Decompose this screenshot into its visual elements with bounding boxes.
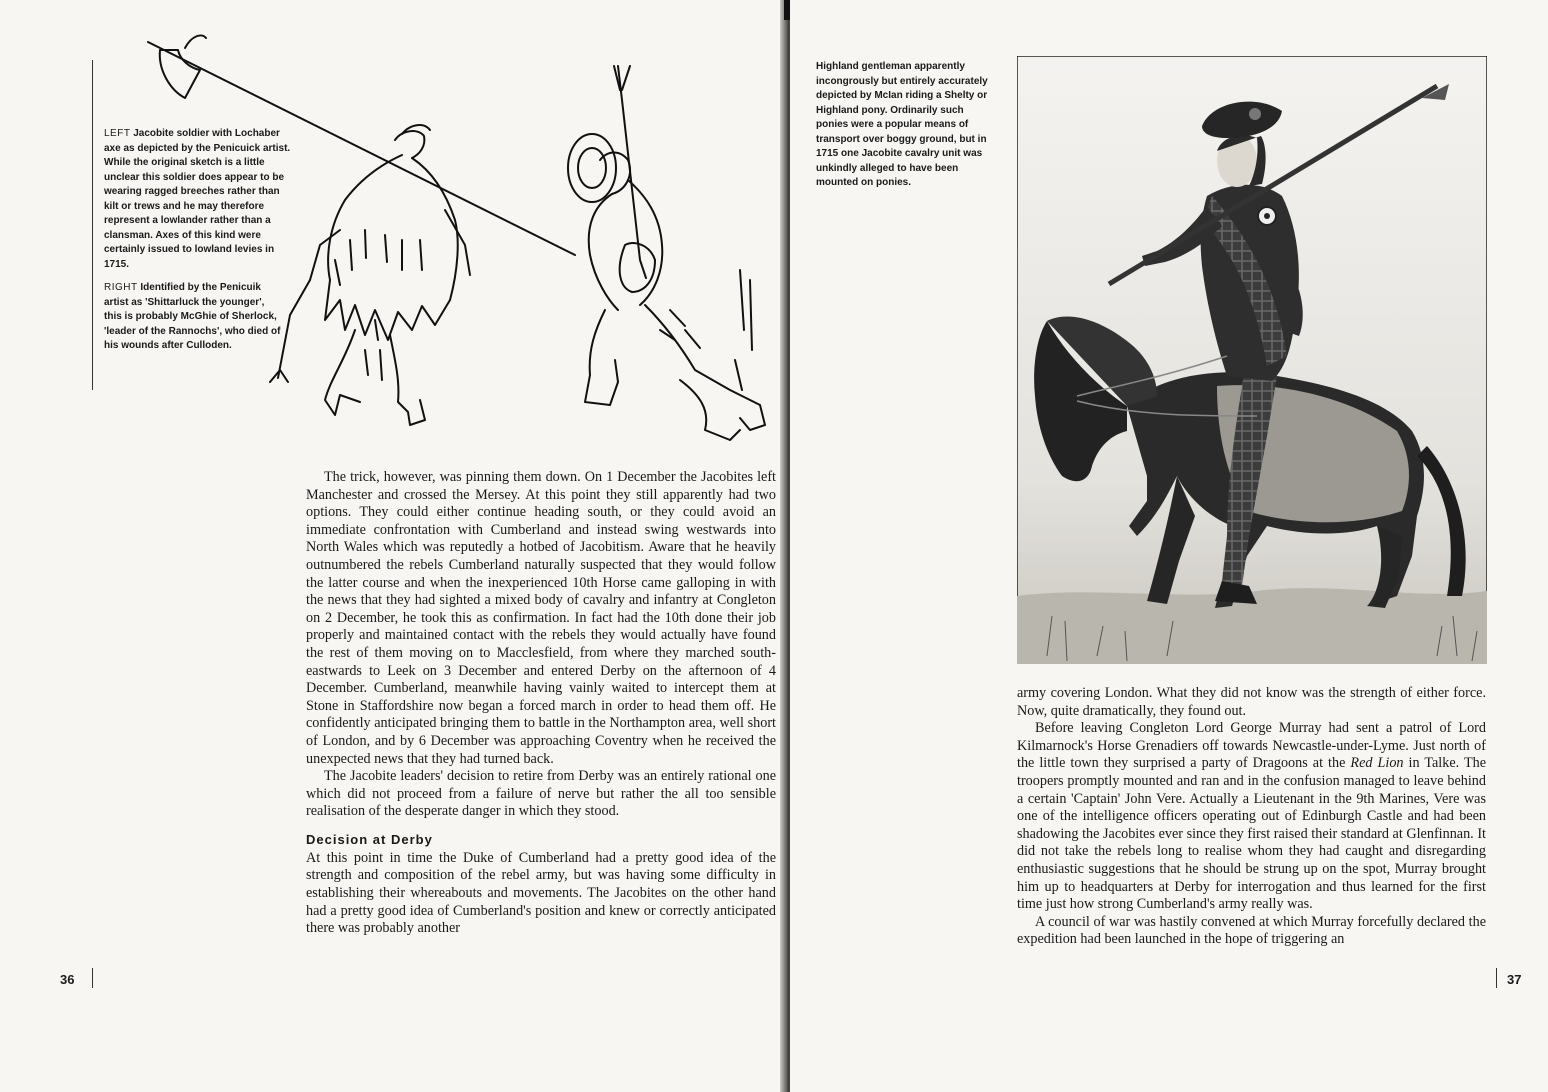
- targe-shield: [568, 134, 616, 202]
- right-page-body: [1017, 685, 1486, 949]
- red-lion-italic: Red Lion: [1350, 755, 1404, 772]
- right-margin-rule: [1496, 968, 1497, 988]
- axe-soldier-figure: [270, 125, 470, 425]
- left-paragraph-3: At this point in time the Duke of Cumberland had a pretty good idea of the strength and composition of the rebel army, but was having some difficulty in establishing their whereabouts and movements. The Jacobites on the other hand had a pretty good idea of Cumberland's position and knew or correctly anticipated there was probably another: [306, 849, 776, 937]
- lochaber-axe-shaft: [148, 42, 575, 255]
- right-paragraph-1: army covering London. What they did not know was the strength of either force. Now, quite dramatically, they found out.: [1017, 685, 1486, 719]
- caption-left-tag: LEFT: [104, 128, 131, 139]
- left-margin-rule-top: [92, 60, 93, 390]
- right-paragraph-2-b: in Talke. The troopers promptly mounted and ran and in the confusion managed to leave behind a certain 'Captain' John Vere. Actually a Lieutenant in the 9th Marines, Vere was one of the intelligence officers operating out of Edinburgh Castle and had been shadowing the Jacobites ever since they first raised their standard at Glenfinnan. It did not take the rebels long to realise whom they had caught and disregarding enthusiastic suggestions that he should be strung up on the spot, Murray brought him up to headquarters at Derby for interrogation and thus learned for the first time just how strong Cumberland's army really was.: [1017, 755, 1487, 913]
- right-paragraph-2-a: Before leaving Congleton Lord George Murray had sent a patrol of Lord Kilmarnock's Horse Grenadiers off towards Newcastle-under-Lyme. Just north of the little town they surprised a party of Dragoons at the: [1017, 720, 1486, 772]
- right-paragraph-3: A council of war was hastily convened at which Murray forcefully declared the expedition had been launched in the hope of triggering an: [1017, 913, 1486, 948]
- left-page-body: [306, 469, 776, 938]
- caption-left-text: Jacobite soldier with Lochaber axe as depicted by the Penicuick artist. While the original sketch is a little unclear this soldier does appear to be wearing ragged breeches rather than kilt or trews and he may therefore represent a lowlander rather than a clansman. Axes of this kind were certainly issued to lowland levies in 1715.: [104, 128, 291, 270]
- page-number-right: 37: [1507, 972, 1522, 987]
- section-heading-decision-at-derby: Decision at Derby: [306, 831, 433, 847]
- page-number-left: 36: [60, 972, 75, 987]
- broadsword-blade: [618, 66, 646, 278]
- right-paragraph-2: [1017, 720, 1486, 914]
- left-margin-rule-bottom: [92, 968, 93, 988]
- left-paragraph-2: The Jacobite leaders' decision to retire from Derby was an entirely rational one which did not proceed from a failure of nerve but rather the all too sensible realisation of the desperate danger in which they stood.: [306, 768, 776, 820]
- left-paragraph-1: The trick, however, was pinning them down. On 1 December the Jacobites left Manchester and crossed the Mersey. At this point they still apparently had two options. They could either continue heading south, or they could avoid an immediate confrontation with Cumberland and instead swing westwards into North Wales which was reputedly a hotbed of Jacobitism. Aware that he heavily outnumbered the rebels Cumberland naturally suspected that they would follow the latter course and when the inexperienced 10th Horse came galloping in with the news that they had sighted a mixed body of cavalry and infantry at Congleton on 2 December, he took this as confirmation. In fact had the 10th done their job properly and maintained contact with the rebels they would actually have found the rest of them moving on to Macclesfield, from where they marched south-eastwards to Leek on 3 December and entered Derby on the afternoon of 4 December. Cumberland, meanwhile having vainly waited to intercept them at Stone in Staffordshire now began a forced march in order to head them off. He confidently anticipated bringing them to battle in the Northampton area, well short of London, and by 6 December was approaching Coventry when he received the unexpected news that they had turned back.: [306, 469, 776, 767]
- caption-right-text: Identified by the Penicuik artist as 'Shittarluck the younger', this is probably McGhie of Sherlock, 'leader of the Rannochs', who died of his wounds after Culloden.: [104, 282, 281, 351]
- targe-soldier-figure: [568, 66, 765, 440]
- jacobite-soldiers-sketch: [140, 30, 780, 450]
- right-page-caption: Highland gentleman apparently incongrously but entirely accurately depicted by McIan riding a Shelty or Highland pony. Ordinarily such ponies were a popular means of transport over boggy ground, but in 1715 one Jacobite cavalry unit was unkindly alleged to have been mounted on ponies.: [816, 61, 988, 188]
- caption-right-tag: RIGHT: [104, 282, 138, 293]
- lochaber-axe-head: [160, 50, 200, 98]
- highland-gentleman-on-pony-illustration: [1017, 56, 1487, 664]
